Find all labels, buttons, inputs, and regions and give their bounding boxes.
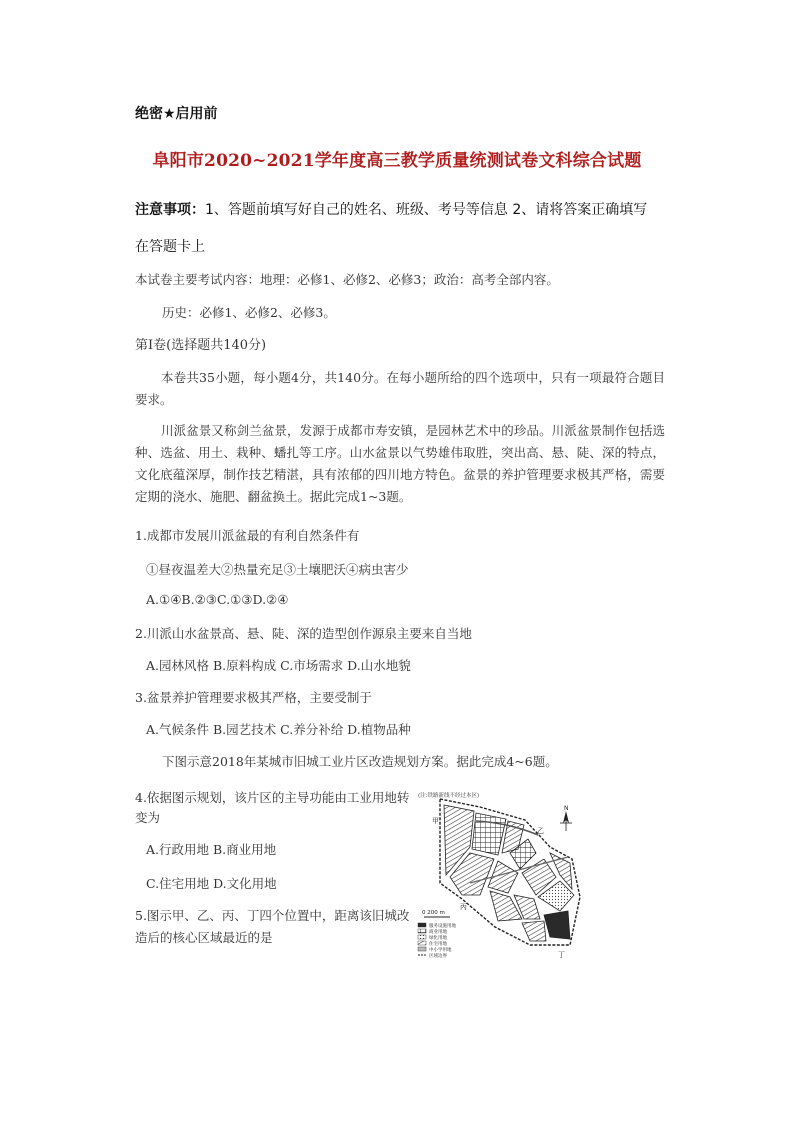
- question-5-line-2: 造后的核心区域最近的是: [135, 930, 273, 945]
- label-ding: 丁: [558, 951, 565, 959]
- commercial-block: [472, 813, 506, 855]
- scale-bar: [422, 910, 450, 917]
- svg-text:0 200 m: 0 200 m: [422, 910, 445, 916]
- svg-text:区域边界: 区域边界: [429, 954, 447, 959]
- notice-label: 注意事项：: [135, 202, 205, 218]
- section-heading: 第Ⅰ卷(选择题共140分): [135, 338, 267, 353]
- history-scope: 历史：必修1、必修2、必修3。: [162, 305, 336, 320]
- map-legend: [418, 922, 456, 959]
- svg-text:住宅用地: 住宅用地: [429, 942, 447, 947]
- question-1: 1.成都市发展川派盆最的有利自然条件有: [135, 528, 360, 543]
- question-4-line-2: 变为: [135, 810, 161, 825]
- question-1-items: ①昼夜温差大②热量充足③土壤肥沃④病虫害少: [146, 562, 409, 577]
- notice-line-2: 在答题卡上: [135, 239, 205, 255]
- question-1-options: A.①④B.②③C.①③D.②④: [146, 592, 289, 607]
- svg-text:服务设施用地: 服务设施用地: [429, 924, 456, 929]
- question-2-options: A.园林风格 B.原料构成 C.市场需求 D.山水地貌: [146, 658, 411, 673]
- planning-map: [410, 787, 590, 965]
- residential-block: [522, 921, 546, 941]
- north-arrow-icon: [560, 805, 572, 831]
- confidential-label: 绝密★启用前: [135, 106, 218, 122]
- instructions-paragraph: 本卷共35小题，每小题4分，共140分。在每小题所给的四个选项中，只有一项最符合题目要求。: [135, 370, 665, 407]
- passage-2: 下图示意2018年某城市旧城工业片区改造规划方案。据此完成4~6题。: [162, 754, 558, 769]
- label-jia: 甲: [432, 817, 439, 825]
- question-4-options-2: C.住宅用地 D.文化用地: [146, 876, 277, 891]
- svg-text:N: N: [564, 805, 569, 812]
- service-block: [544, 911, 570, 939]
- svg-text:商业用地: 商业用地: [429, 930, 447, 935]
- label-bing: 丙: [460, 903, 467, 911]
- exam-scope: 本试卷主要考试内容：地理：必修1、必修2、必修3；政治：高考全部内容。: [135, 272, 559, 287]
- map-note: (注:铁路新线不经过本区): [418, 793, 480, 799]
- svg-text:绿化用地: 绿化用地: [429, 936, 447, 941]
- question-3: 3.盆景养护管理要求极其严格，主要受制于: [135, 690, 372, 705]
- question-4-line-1: 4.依据图示规划，该片区的主导功能由工业用地转: [135, 790, 410, 805]
- label-yi: 乙: [537, 827, 544, 835]
- svg-text:中小学用地: 中小学用地: [429, 948, 452, 953]
- question-3-options: A.气候条件 B.园艺技术 C.养分补给 D.植物品种: [146, 722, 411, 737]
- question-4-options-1: A.行政用地 B.商业用地: [146, 842, 277, 857]
- notice-block: [135, 192, 665, 266]
- notice-line-1: 1、答题前填写好自己的姓名、班级、考号等信息 2、请将答案正确填写: [205, 202, 648, 218]
- question-5-line-1: 5.图示甲、乙、丙、丁四个位置中，距离该旧城改: [135, 908, 410, 923]
- question-2: 2.川派山水盆景高、悬、陡、深的造型创作源泉主要来自当地: [135, 626, 472, 641]
- exam-title: 阜阳市2020~2021学年度高三教学质量统测试卷文科综合试题: [152, 151, 642, 171]
- passage-1: 川派盆景又称剑兰盆景，发源于成都市寿安镇，是园林艺术中的珍品。川派盆景制作包括选种、选盆、用土、栽种、蟠扎等工序。山水盆景以气势雄伟取胜，突出高、悬、陡、深的特点，文化底蕴深厚，制作技艺精湛，具有浓郁的四川地方特色。盆景的养护管理要求极其严格，需要定期的浇水、施肥、翻盆换土。据此完成1~3题。: [135, 423, 665, 504]
